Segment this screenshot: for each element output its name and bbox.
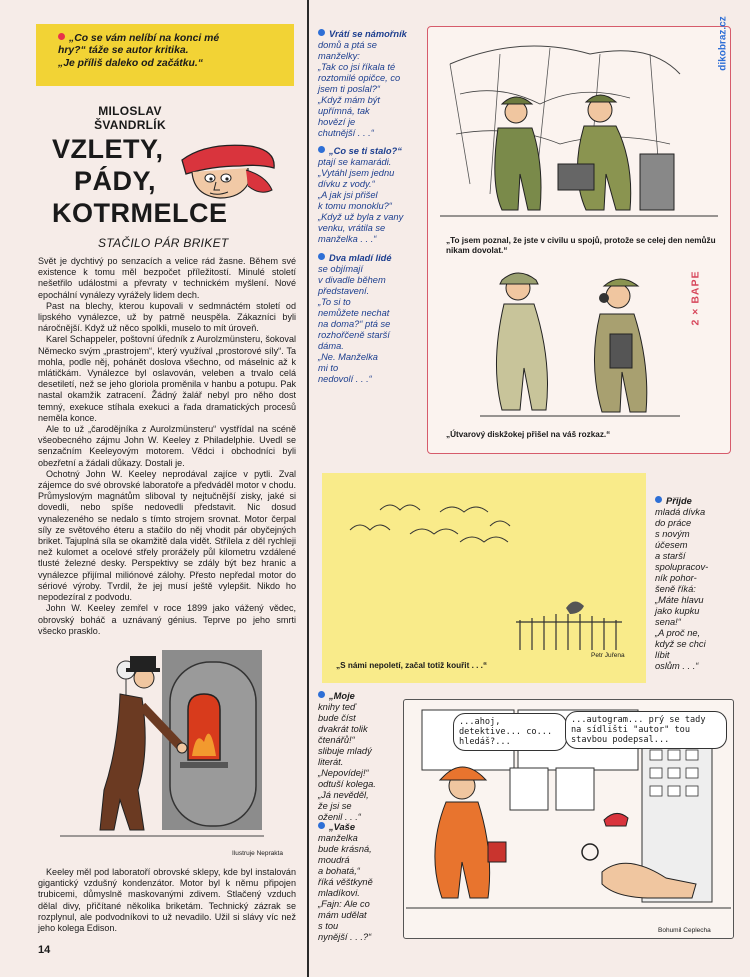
detective-cartoon-credit: Bohumil Ceplecha [658,927,711,934]
joke-line: odtuší kolega. [318,779,376,789]
joke-line: roztomilé opičce, co [318,73,401,83]
article-body-bottom [38,867,296,934]
joke-line: jako kupku [655,606,700,616]
joke-line: oženil . . .“ [318,812,361,822]
joke-line: mám udělat [318,910,367,920]
title-line-3: KOTRMELCE [52,198,228,228]
joke-line: „A proč ne, [655,628,701,638]
joke-line: „Nepovídej!“ [318,768,369,778]
joke-line: spolupracov- [655,562,709,572]
joke-line: mladá dívka [655,507,706,517]
birds-cartoon-caption: „S námi nepoletí, začal totiž kouřit . . .“ [336,661,488,670]
title-line-2: PÁDY, [74,166,157,196]
author-first: MILOSLAV [98,104,162,118]
joke-line: bude číst [318,713,356,723]
joke-lead: Dva mladí lidé [318,253,426,264]
joke-line: „Co se vám nelíbí na konci mé [58,33,284,45]
joke-line: jsem ti poslal?“ [318,84,381,94]
bullet-icon [318,691,325,698]
title-line-1: VZLETY, [52,134,164,164]
joke-line: sena!“ [655,617,681,627]
joke-line: ptají se kamarádi. [318,157,392,167]
joke-line: na doma?“ ptá se [318,319,391,329]
joke-lead: „Moje [318,691,402,702]
joke-line: nynější . . .?“ [318,932,372,942]
joke-line: „Já nevěděl, [318,790,369,800]
caricature-head-illustration [176,140,280,202]
joke-line: knihy teď [318,702,356,712]
joke-line: představení. [318,286,370,296]
joke-line: hry?“ táže se autor kritika. [58,45,189,57]
joke-line: „Fajn: Ale co [318,899,370,909]
joke-line: manželky: [318,51,360,61]
joke-line: když se chci [655,639,706,649]
joke-line: dívku z vody.“ [318,179,375,189]
joke-line: chutnější . . .“ [318,128,374,138]
joke-line: účesem [655,540,688,550]
joke-sailor [318,29,426,139]
illustration-credit: Ilustruje Neprakta [232,850,283,857]
birds-cartoon-credit: Petr Juřena [591,652,625,659]
bullet-icon [318,822,325,829]
joke-line: mladíkovi. [318,888,360,898]
paragraph: John W. Keeley zemřel v roce 1899 jako vážený vědec, obrovský boháč a uznávaný génius. Teprve po jeho smrti všecko prasklo. [38,603,296,636]
joke-line: líbit [655,650,670,660]
joke-line: a starší [655,551,686,561]
joke-line: dvakrát tolik [318,724,368,734]
bullet-icon [318,29,325,36]
joke-line: moudrá [318,855,350,865]
bullet-icon [655,496,662,503]
paragraph: Ale to už „čarodějníka z Aurolzmünsteru“ vystřídal na scéně všeobecného zájmu John W. Keeley z Philadelphie. Uvedl se senzačním Keeleyovým motorem. Vědci i obchodníci byli obezřetní a žádali důkazy. Dostali je. [38,424,296,468]
joke-line: rozhořčeně starší [318,330,390,340]
joke-monocle [318,146,426,245]
joke-line: „Máte hlavu [655,595,704,605]
paragraph: Karel Schappeler, poštovní úředník z Aurolzmünsteru, šokoval Německo svým „prastrojem“, který využíval „prostorové síly“. Ta mohla, podle něj, pohánět doslova všechno, od máselnic až k mlátičkám. Vynálezce byl oslavován, veleben a trvalo celá desetiletí, než se jeho gloriola proměnila v hanbu a potupu. Pak nastal okamžik zatracení. Žádný žalář nebyl pro něho dost temný, exekuce stíhala exekuci a řada dramatických procesů neměla konce. [38,334,296,423]
joke-line: nedovolí . . .“ [318,374,372,384]
paragraph: Past na blechy, kterou kupovali v sedmnáctém století od lipského vynálezce, už by patrně neuspěla. Zákazníci byli náročnější. Když už něco spolkli, muselo to mít úroveň. [38,300,296,334]
joke-lead: Přijde [655,496,747,507]
site-label-text: dikobraz.cz [717,16,729,71]
joke-line: slibuje mladý [318,746,372,756]
dj-soldier-illustration [480,264,680,424]
bullet-icon [58,33,65,40]
joke-line: ník pohor- [655,573,697,583]
cartoon-caption-2: „Útvarový diskžokej přišel na váš rozkaz.“ [446,430,611,439]
column-divider [307,0,309,977]
article-subtitle: STAČILO PÁR BRIKET [98,236,229,250]
article-body [38,256,296,637]
joke-line: manželka [318,833,358,843]
joke-line: oslům . . .“ [655,661,699,671]
joke-line: „Vytáhl jsem jednu [318,168,395,178]
author-last: ŠVANDRLÍK [94,118,166,132]
speech-bubble-autograph: ...autogram... prý se tady na sídlišti "autor" tou stavbou podepsal... [565,711,727,749]
bape-text: 2 × BAPE [689,270,702,326]
birds-fence-illustration [330,490,640,650]
joke-line: „Je příliš daleko od začátku.“ [58,57,203,69]
joke-line: nemůžete nechat [318,308,390,318]
joke-line: dáma. [318,341,344,351]
soldiers-camouflage-illustration [440,34,718,230]
paragraph: Svět je dychtivý po senzacích a velice rád žasne. Během své existence k tomu měl bezpočet příležitostí. Minulé století nešetřilo událostmi a převraty v technickém myšlení. Nové epochální vynálezy vyrážely lidem dech. [38,256,296,300]
joke-lead: „Co se ti stalo?“ [318,146,426,157]
author-name [70,104,190,132]
joke-line: se objímají [318,264,363,274]
joke-line: do práce [655,518,692,528]
joke-box [36,24,294,86]
joke-line: bude krásná, [318,844,372,854]
joke-line: „Když už byla z vany [318,212,404,222]
joke-line: a bohatá,“ [318,866,360,876]
keeley-furnace-illustration [60,650,264,840]
paragraph: Keeley měl pod laboratoří obrovské sklepy, kde byl instalován gigantický vzdušný kondenzátor. Motor byl k němu připojen trubicemi, důmyslně maskovanými zdivem. Stlačený vzduch dělal divy, přičítané několika briketám. Technický zázrak se rozplynul, ale podvodníkovi to už nevadilo. Užil si slávy víc než jeho kolega Edison. [38,867,296,934]
joke-line: čtenářů!“ [318,735,355,745]
joke-books [318,691,402,823]
joke-line: říká věštkyně [318,877,373,887]
paragraph: Ochotný John W. Keeley neprodával zajíce v pytli. Zval zájemce do své obrovské laboratoře a předváděl motor v chodu. Průmyslovým magnátům sliboval ty nejtučnější zisky, jaké si dovedli, nebo spíše nedovedli představit. Nic dosud vynalezeného se nedalo s tímto strojem srovnat. Motor čerpal síly ze světového éteru a stačilo do něj vhodit pár obyčejných briket. Tajuplná síla se okamžitě dala vidět. Střílela z děl rychleji než kulomet a ocelové střely prorážely půl kilometru vzdálené tlusté železné desky. Perspektivy se zdály být bez hranic a vynálezce přijímal miliónové zálohy. Přesto nepředal motor do sériové výroby. Tvrdil, že jej musí ještě vylepšit. Nikdo ho nepodezíral z podvodu. [38,468,296,603]
joke-line: „Když mám být [318,95,380,105]
joke-line: „Tak co jsi říkala té [318,62,396,72]
joke-lead: „Vaše [318,822,402,833]
joke-line: šeně říká: [655,584,696,594]
joke-line: upřímná, tak [318,106,370,116]
joke-line: „Ne. Manželka [318,352,378,362]
bullet-icon [318,253,325,260]
joke-line: k tomu monoklu?“ [318,201,392,211]
joke-line: hovězí je [318,117,356,127]
bullet-icon [318,146,325,153]
joke-line: mi to [318,363,339,373]
bape-signature [690,262,720,340]
site-label [717,8,744,88]
joke-line: „A jak jsi přišel [318,190,378,200]
joke-line: že jsi se [318,801,352,811]
joke-line: domů a ptá se [318,40,377,50]
cartoon-caption-1: „To jsem poznal, že jste v civilu u spojů, protože se celej den nemůžu nikam dovolat.“ [446,236,716,255]
joke-haircut [655,496,747,672]
joke-theatre [318,253,426,385]
page-number: 14 [38,944,51,956]
joke-lead: Vrátí se námořník [318,29,426,40]
joke-line: venku, vrátila se [318,223,386,233]
joke-line: „To si to [318,297,351,307]
joke-fortune [318,822,402,943]
joke-line: v divadle během [318,275,386,285]
joke-line: s novým [655,529,690,539]
joke-line: literát. [318,757,344,767]
joke-line: s tou [318,921,339,931]
joke-line: manželka . . .“ [318,234,377,244]
speech-bubble-detective: ...ahoj, detektive... co... hledáš?... [453,713,567,751]
